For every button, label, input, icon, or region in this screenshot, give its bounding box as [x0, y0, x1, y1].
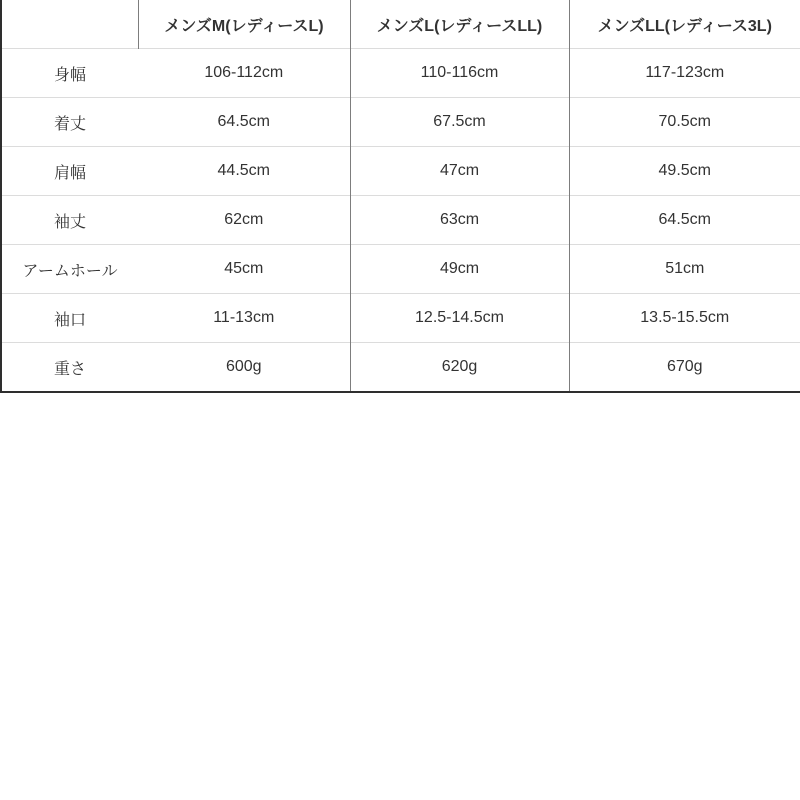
size-chart-header	[1, 0, 800, 49]
measurement-value: 670g	[569, 343, 800, 393]
header-cell-size: メンズLL(レディース3L)	[569, 0, 800, 49]
table-row	[1, 343, 800, 393]
row-label: 袖丈	[1, 196, 138, 245]
measurement-value: 47cm	[350, 147, 569, 196]
measurement-value: 620g	[350, 343, 569, 393]
measurement-value: 67.5cm	[350, 98, 569, 147]
measurement-value: 70.5cm	[569, 98, 800, 147]
header-row	[1, 0, 800, 49]
measurement-value: 44.5cm	[138, 147, 350, 196]
measurement-value: 49.5cm	[569, 147, 800, 196]
table-row	[1, 98, 800, 147]
measurement-value: 62cm	[138, 196, 350, 245]
row-label: 肩幅	[1, 147, 138, 196]
size-chart-body	[1, 49, 800, 393]
table-row	[1, 49, 800, 98]
measurement-value: 64.5cm	[569, 196, 800, 245]
row-label: 重さ	[1, 343, 138, 393]
size-chart-table	[0, 0, 800, 393]
measurement-value: 117-123cm	[569, 49, 800, 98]
measurement-value: 51cm	[569, 245, 800, 294]
measurement-value: 63cm	[350, 196, 569, 245]
measurement-value: 49cm	[350, 245, 569, 294]
row-label: 身幅	[1, 49, 138, 98]
header-cell-size: メンズL(レディースLL)	[350, 0, 569, 49]
table-row	[1, 147, 800, 196]
measurement-value: 12.5-14.5cm	[350, 294, 569, 343]
measurement-value: 11-13cm	[138, 294, 350, 343]
measurement-value: 45cm	[138, 245, 350, 294]
table-row	[1, 196, 800, 245]
measurement-value: 64.5cm	[138, 98, 350, 147]
table-row	[1, 245, 800, 294]
row-label: 着丈	[1, 98, 138, 147]
measurement-value: 600g	[138, 343, 350, 393]
header-cell-blank	[1, 0, 138, 49]
header-cell-size: メンズM(レディースL)	[138, 0, 350, 49]
row-label: 袖口	[1, 294, 138, 343]
table-row	[1, 294, 800, 343]
row-label: アームホール	[1, 245, 138, 294]
measurement-value: 110-116cm	[350, 49, 569, 98]
measurement-value: 106-112cm	[138, 49, 350, 98]
measurement-value: 13.5-15.5cm	[569, 294, 800, 343]
